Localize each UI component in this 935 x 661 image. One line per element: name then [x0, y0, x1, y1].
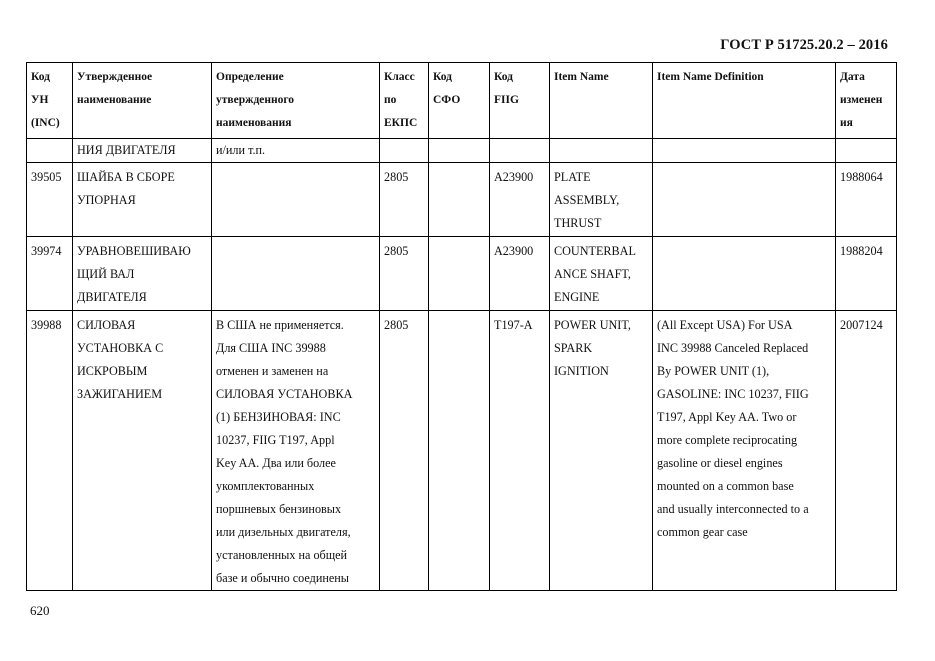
column-header-ekps-class	[380, 63, 429, 139]
table-row	[27, 163, 897, 237]
cell-item-name	[550, 311, 653, 591]
cell-text-line: ASSEMBLY,	[554, 193, 620, 207]
cell-approved-name	[73, 311, 212, 591]
header-text-line: УН	[31, 94, 49, 106]
cell-approved-name	[73, 139, 212, 163]
cell-text-line: 2805	[384, 170, 409, 184]
cell-text-line: ANCE SHAFT,	[554, 267, 631, 281]
header-text-line: ия	[840, 117, 853, 129]
cell-item-name-definition	[653, 237, 836, 311]
cell-text-line: Key AA. Два или более	[216, 456, 336, 470]
header-text-line: Определение	[216, 71, 284, 83]
item-name-table	[26, 62, 897, 591]
header-text-line: FIIG	[494, 94, 519, 106]
cell-text-line: базе и обычно соединены	[216, 571, 349, 585]
cell-text-line: СИЛОВАЯ УСТАНОВКА	[216, 387, 353, 401]
cell-text-line: 1988204	[840, 244, 883, 258]
cell-item-name	[550, 139, 653, 163]
cell-text-line: и/или т.п.	[216, 143, 266, 157]
cell-text-line: поршневых бензиновых	[216, 502, 342, 516]
cell-fiig-code	[490, 163, 550, 237]
cell-text-line: (All Except USA) For USA	[657, 318, 793, 332]
cell-text-line: A23900	[494, 170, 534, 184]
cell-text-line: 39988	[31, 318, 62, 332]
cell-text-line: POWER UNIT,	[554, 318, 631, 332]
cell-text-line: УСТАНОВКА С	[77, 341, 164, 355]
header-text-line: Утвержденное	[77, 71, 153, 83]
header-text-line: по	[384, 94, 397, 106]
cell-text-line: By POWER UNIT (1),	[657, 364, 770, 378]
cell-text-line: INC 39988 Canceled Replaced	[657, 341, 809, 355]
cell-text-line: T197-A	[494, 318, 533, 332]
cell-text-line: ШАЙБА В СБОРЕ	[77, 170, 175, 184]
cell-text-line: СИЛОВАЯ	[77, 318, 136, 332]
cell-text-line: 2007124	[840, 318, 883, 332]
cell-text-line: ДВИГАТЕЛЯ	[77, 290, 147, 304]
cell-text-line: ИСКРОВЫМ	[77, 364, 148, 378]
table-row	[27, 237, 897, 311]
cell-change-date	[836, 139, 897, 163]
header-text-line: утвержденного	[216, 94, 295, 106]
cell-fiig-code	[490, 237, 550, 311]
cell-text-line: НИЯ ДВИГАТЕЛЯ	[77, 143, 176, 157]
cell-name-definition	[212, 139, 380, 163]
cell-text-line: PLATE	[554, 170, 591, 184]
cell-text-line: 2805	[384, 244, 409, 258]
cell-item-name-definition	[653, 163, 836, 237]
table-header-row	[27, 63, 897, 139]
header-text-line: изменен	[840, 94, 883, 106]
cell-text-line: 10237, FIIG T197, Appl	[216, 433, 335, 447]
column-header-sfo-code	[429, 63, 490, 139]
cell-text-line: GASOLINE: INC 10237, FIIG	[657, 387, 809, 401]
cell-item-name-definition	[653, 311, 836, 591]
cell-change-date	[836, 237, 897, 311]
cell-ekps-class	[380, 139, 429, 163]
cell-text-line: T197, Appl Key AA. Two or	[657, 410, 797, 424]
cell-sfo-code	[429, 139, 490, 163]
cell-name-definition	[212, 311, 380, 591]
cell-text-line: THRUST	[554, 216, 602, 230]
header-text-line: наименования	[216, 117, 292, 129]
cell-item-name-definition	[653, 139, 836, 163]
cell-change-date	[836, 311, 897, 591]
column-header-change-date	[836, 63, 897, 139]
header-text-line: СФО	[433, 94, 461, 106]
table-row	[27, 139, 897, 163]
cell-text-line: Для США INC 39988	[216, 341, 326, 355]
column-header-fiig-code	[490, 63, 550, 139]
cell-text-line: укомплектованных	[216, 479, 315, 493]
header-text-line: Item Name Definition	[657, 71, 764, 83]
header-text-line: Дата	[840, 71, 865, 83]
cell-approved-name	[73, 163, 212, 237]
cell-text-line: ЗАЖИГАНИЕМ	[77, 387, 163, 401]
cell-name-definition	[212, 163, 380, 237]
header-text-line: Код	[31, 71, 51, 83]
header-text-line: Класс	[384, 71, 415, 83]
cell-text-line: A23900	[494, 244, 534, 258]
header-text-line: ЕКПС	[384, 117, 418, 129]
column-header-item-name	[550, 63, 653, 139]
page-number: 620	[30, 603, 50, 618]
header-text-line: Код	[433, 71, 453, 83]
cell-text-line: 2805	[384, 318, 409, 332]
cell-text-line: 39974	[31, 244, 62, 258]
cell-ekps-class	[380, 311, 429, 591]
cell-item-name	[550, 163, 653, 237]
cell-fiig-code	[490, 311, 550, 591]
cell-inc-code	[27, 163, 73, 237]
cell-text-line: mounted on a common base	[657, 479, 794, 493]
column-header-inc-code	[27, 63, 73, 139]
cell-approved-name	[73, 237, 212, 311]
cell-ekps-class	[380, 237, 429, 311]
cell-text-line: ENGINE	[554, 290, 600, 304]
header-text-line: наименование	[77, 94, 152, 106]
cell-text-line: IGNITION	[554, 364, 609, 378]
cell-item-name	[550, 237, 653, 311]
cell-inc-code	[27, 139, 73, 163]
cell-text-line: отменен и заменен на	[216, 364, 329, 378]
cell-change-date	[836, 163, 897, 237]
column-header-item-name-definition	[653, 63, 836, 139]
cell-text-line: УПОРНАЯ	[77, 193, 136, 207]
header-text-line: (INC)	[31, 117, 60, 129]
cell-text-line: gasoline or diesel engines	[657, 456, 783, 470]
cell-text-line: ЩИЙ ВАЛ	[77, 267, 135, 281]
cell-text-line: УРАВНОВЕШИВАЮ	[77, 244, 191, 258]
cell-inc-code	[27, 237, 73, 311]
cell-sfo-code	[429, 311, 490, 591]
cell-inc-code	[27, 311, 73, 591]
cell-name-definition	[212, 237, 380, 311]
cell-text-line: или дизельных двигателя,	[216, 525, 351, 539]
cell-sfo-code	[429, 237, 490, 311]
cell-text-line: common gear case	[657, 525, 748, 539]
cell-sfo-code	[429, 163, 490, 237]
cell-text-line: more complete reciprocating	[657, 433, 798, 447]
cell-fiig-code	[490, 139, 550, 163]
document-standard-header: ГОСТ Р 51725.20.2 – 2016	[720, 37, 888, 53]
cell-text-line: В США не применяется.	[216, 318, 344, 332]
cell-text-line: and usually interconnected to a	[657, 502, 809, 516]
cell-text-line: 1988064	[840, 170, 883, 184]
cell-text-line: 39505	[31, 170, 62, 184]
header-text-line: Item Name	[554, 71, 609, 83]
column-header-name-definition	[212, 63, 380, 139]
cell-text-line: (1) БЕНЗИНОВАЯ: INC	[216, 410, 341, 424]
cell-text-line: COUNTERBAL	[554, 244, 636, 258]
table-row	[27, 311, 897, 591]
column-header-approved-name	[73, 63, 212, 139]
cell-text-line: SPARK	[554, 341, 593, 355]
cell-text-line: установленных на общей	[216, 548, 348, 562]
cell-ekps-class	[380, 163, 429, 237]
header-text-line: Код	[494, 71, 514, 83]
